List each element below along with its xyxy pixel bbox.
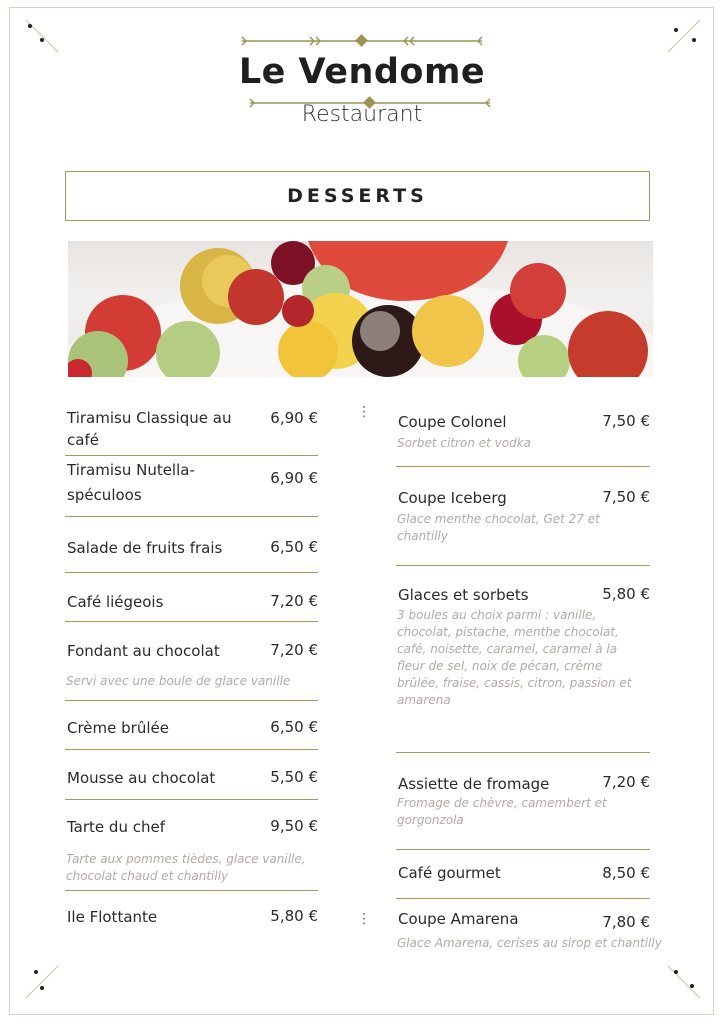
menu-item-name: Coupe Iceberg	[398, 489, 507, 507]
menu-item-price: 7,20 €	[602, 773, 650, 791]
menu-item-name: Mousse au chocolat	[67, 769, 216, 787]
menu-item-name: Glaces et sorbets	[398, 586, 529, 604]
menu-item-name: Café gourmet	[398, 864, 501, 882]
item-divider	[65, 749, 318, 750]
menu-item-price: 7,50 €	[602, 412, 650, 430]
column-separator-dots: ⋮	[357, 911, 371, 927]
column-separator-dots: ⋮	[357, 404, 371, 420]
menu-item-name: Ile Flottante	[67, 908, 158, 926]
restaurant-header	[0, 34, 724, 92]
menu-item-name: Assiette de fromage	[398, 775, 550, 793]
item-divider	[396, 849, 650, 850]
menu-item-price: 5,80 €	[270, 907, 318, 925]
item-divider	[65, 516, 318, 517]
menu-item-name: Tiramisu Nutella-spéculoos	[67, 461, 195, 504]
menu-item-name: Coupe Colonel	[398, 413, 507, 431]
item-divider	[396, 752, 650, 753]
menu-item-price: 7,80 €	[602, 913, 650, 931]
menu-item-description: Glace menthe chocolat, Get 27 et chantilly	[397, 512, 600, 543]
menu-item-description: Servi avec une boule de glace vanille	[66, 674, 291, 688]
item-divider	[65, 890, 318, 891]
dessert-fruit-photo	[68, 241, 653, 377]
menu-item-price: 6,50 €	[270, 718, 318, 736]
menu-item-description: Fromage de chèvre, camembert et gorgonzola	[397, 796, 607, 827]
menu-item-description: Glace Amarena, cerises au sirop et chantilly	[397, 936, 662, 950]
item-divider	[396, 898, 650, 899]
menu-item-price: 7,20 €	[270, 592, 318, 610]
menu-item-description: 3 boules au choix parmi : vanille, chocolat, pistache, menthe chocolat, café, noisette, caramel, caramel à la fleur de sel, noix de pécan, crème brûlée, fraise, cassis, citron, passion et amarena	[397, 608, 632, 707]
menu-item-price: 6,90 €	[270, 409, 318, 427]
item-divider	[65, 455, 318, 456]
menu-item-name: Coupe Amarena	[398, 910, 519, 928]
item-divider	[65, 799, 318, 800]
menu-item-price: 8,50 €	[602, 864, 650, 882]
menu-item-price: 6,50 €	[270, 538, 318, 556]
item-divider	[396, 466, 650, 467]
menu-item-name: Fondant au chocolat	[67, 642, 220, 660]
menu-item-description: Sorbet citron et vodka	[397, 436, 532, 450]
corner-ornament-icon	[664, 962, 704, 1002]
menu-item-price: 6,90 €	[270, 469, 318, 487]
menu-item-name: Tarte du chef	[67, 818, 165, 836]
menu-item-price: 5,80 €	[602, 585, 650, 603]
menu-item-price: 9,50 €	[270, 817, 318, 835]
menu-item-price: 7,50 €	[602, 488, 650, 506]
item-divider	[65, 700, 318, 701]
menu-item-name: Crème brûlée	[67, 719, 169, 737]
section-heading-box	[65, 171, 650, 221]
section-title: DESSERTS	[287, 185, 428, 207]
divider-ornament-icon	[240, 34, 484, 48]
menu-item-description: Tarte aux pommes tièdes, glace vanille, chocolat chaud et chantilly	[66, 852, 306, 883]
item-divider	[396, 565, 650, 566]
restaurant-title: Le Vendome	[238, 52, 486, 92]
menu-item-name: Tiramisu Classique au café	[67, 409, 232, 449]
menu-item-name: Café liégeois	[67, 593, 164, 611]
menu-item-name: Salade de fruits frais	[67, 539, 223, 557]
menu-item-price: 7,20 €	[270, 641, 318, 659]
corner-ornament-icon	[22, 962, 62, 1002]
item-divider	[65, 621, 318, 622]
restaurant-subtitle: Restaurant	[301, 102, 423, 127]
menu-item-price: 5,50 €	[270, 768, 318, 786]
item-divider	[65, 572, 318, 573]
